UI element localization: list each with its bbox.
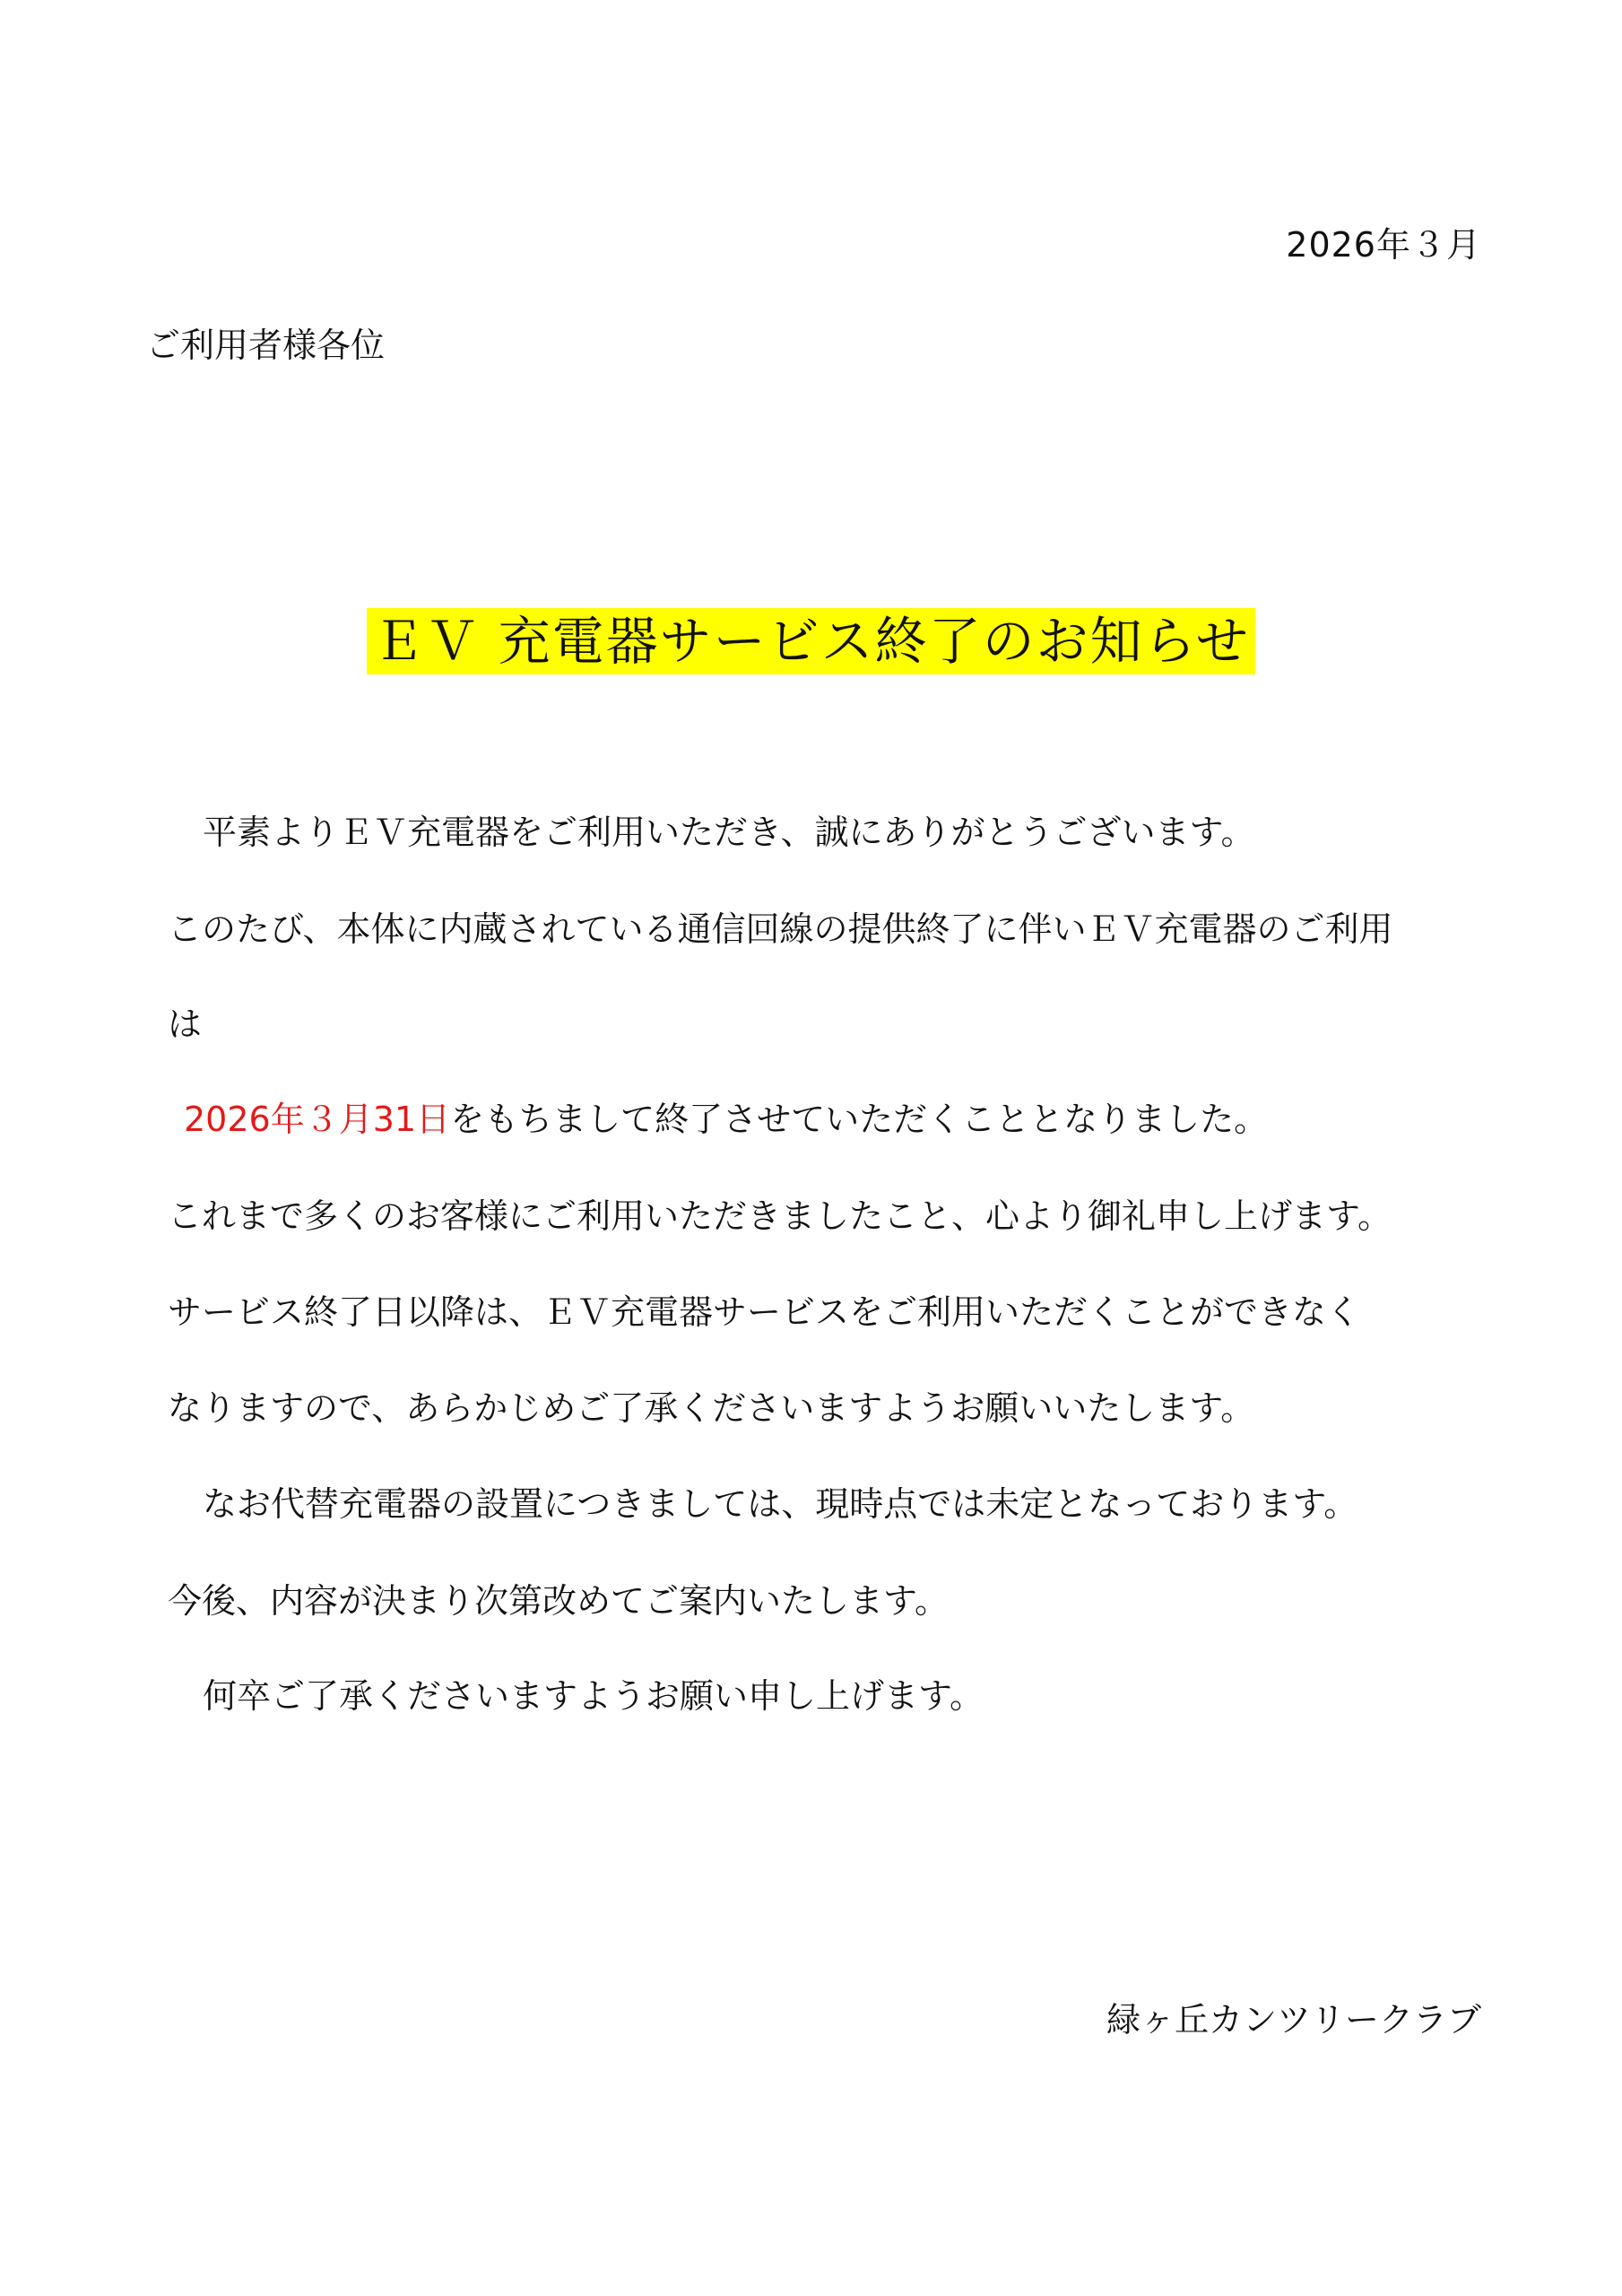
body-line-replacement: なお代替充電器の設置につきましては、現時点では未定となっております。 [203,1484,1358,1524]
body-line-after-end: サービス終了日以降は、ＥＶ充電器サービスをご利用いただくことができなく [168,1292,1361,1332]
salutation: ご利用者様各位 [146,326,386,365]
end-date-emphasis: 2026年３月31日 [184,1100,451,1139]
body-line-end-date [184,1097,1268,1142]
notice-title: ＥＶ 充電器サービス終了のお知らせ [367,608,1255,674]
issue-date: 2026年３月 [1286,225,1481,265]
body-line-greeting: 平素よりＥＶ充電器をご利用いただき、誠にありがとうございます。 [203,813,1255,852]
body-line-future: 今後、内容が決まり次第改めてご案内いたします。 [168,1581,949,1621]
body-line-thanks: これまで多くのお客様にご利用いただきましたこと、心より御礼申し上げます。 [168,1196,1392,1236]
signature: 緑ヶ丘カンツリークラブ [1106,2000,1481,2039]
end-date-text: をもちまして終了させていただくこととなりました。 [450,1100,1269,1139]
body-line-reason-cont: は [168,1004,203,1044]
title-container [0,608,1622,674]
body-line-after-end-cont: なりますので、あらかじめご了承くださいますようお願いいたします。 [168,1388,1255,1428]
body-line-reason: このたび、本体に内蔵されている通信回線の提供終了に伴いＥＶ充電器のご利用 [168,909,1393,949]
body-line-closing: 何卒ご了承くださいますようお願い申し上げます。 [203,1676,984,1716]
